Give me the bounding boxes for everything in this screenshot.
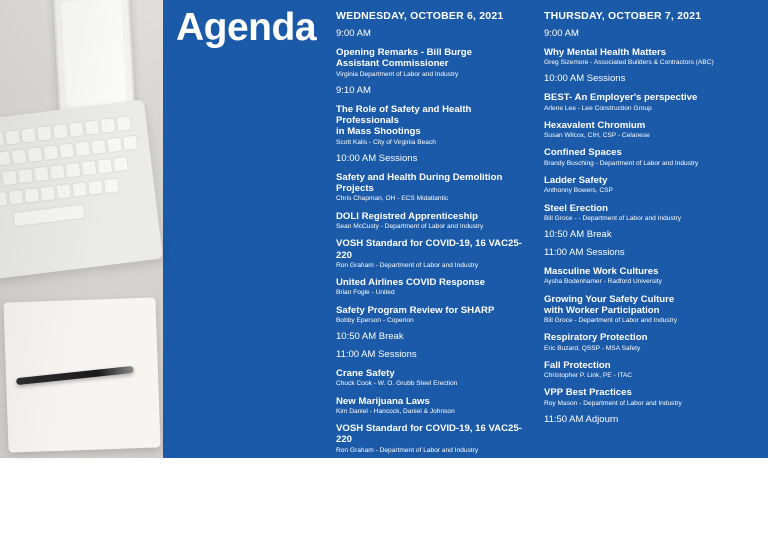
agenda-time-label: 10:00 AM Sessions	[336, 152, 418, 164]
agenda-time-label: 9:10 AM	[336, 84, 371, 96]
session-title: Growing Your Safety Culture with Worker Participation	[544, 293, 675, 316]
page-title: Agenda	[176, 6, 317, 49]
agenda-session	[336, 104, 532, 147]
session-title: Ladder Safety	[544, 175, 608, 187]
session-title: Levitate Industrial Exoskeleton	[336, 489, 478, 501]
session-title: Hexavalent Chromium	[544, 119, 646, 131]
session-title: Confined Spaces	[544, 147, 622, 159]
session-speaker: Brandy Busching - Department of Labor and Industry	[544, 159, 699, 167]
session-speaker: Anthonny Bowers, CSP	[544, 187, 613, 195]
agenda-session	[336, 172, 532, 204]
session-title: Why Mental Health Matters	[544, 46, 667, 58]
agenda-time-label: 10:00 AM Sessions	[544, 73, 626, 85]
session-title: Fall Protection	[544, 359, 611, 371]
session-speaker: Sean McCusty - Department of Labor and Industry	[336, 222, 484, 230]
agenda-time-label: 10:50 AM Break	[336, 331, 404, 343]
agenda-time-label: 9:00 AM	[544, 28, 579, 39]
column-body	[336, 29, 532, 539]
session-title: VPP Best Practices	[544, 387, 632, 399]
agenda-session	[336, 47, 532, 79]
session-speaker: Aysha Bodenhamer - Radford University	[544, 278, 662, 286]
session-title: Masculine Work Cultures	[544, 265, 659, 277]
agenda-session	[544, 387, 760, 408]
photo-shading	[0, 0, 163, 458]
session-speaker: Bill Groce - - Department of Labor and Industry	[544, 214, 682, 222]
agenda-session	[336, 368, 532, 389]
session-title: Respiratory Protection	[544, 332, 648, 344]
session-title: Safety and Health During Demolition Projects	[336, 171, 503, 195]
session-title: Steel Erection	[544, 202, 608, 214]
agenda-session	[336, 277, 532, 298]
column-heading: THURSDAY, OCTOBER 7, 2021	[544, 10, 702, 22]
session-title: VOSH Standard for COVID-19, 16 VAC25-220	[336, 238, 522, 261]
session-speaker: Chuck Cook - W. O. Grubb Steel Erection	[336, 380, 458, 388]
session-speaker: Bobby Eperson - Coperion	[336, 316, 414, 324]
agenda-session	[336, 396, 532, 417]
session-speaker: Susan Wilcox, CIH, CSP - Celanese	[544, 132, 650, 140]
agenda-time-label: 11:00 AM Sessions	[336, 349, 417, 361]
agenda-session	[336, 462, 532, 483]
session-title: The Role of Safety and Health Professionals in Mass Shootings	[336, 103, 472, 138]
agenda-session	[544, 175, 760, 196]
agenda-time-label: 10:50 AM Break	[544, 229, 612, 241]
agenda-column-thursday	[544, 10, 760, 433]
decorative-photo-panel	[0, 0, 163, 458]
agenda-time-label: 9:00 AM	[336, 28, 371, 39]
agenda-session	[544, 203, 760, 224]
agenda-column-wednesday	[336, 10, 532, 546]
agenda-session	[336, 490, 532, 511]
session-speaker: Greg Sizemore - Associated Builders & Contractors (ABC)	[544, 59, 714, 67]
agenda-session	[544, 120, 760, 141]
session-speaker: Ron Graham - Department of Labor and Industry	[336, 446, 479, 454]
agenda-session	[544, 147, 760, 168]
session-title: BEST- An Employer's perspective	[544, 92, 698, 104]
session-title: Crane Safety	[336, 368, 395, 379]
session-speaker: Brian Fogle - United	[336, 289, 395, 297]
agenda-session	[544, 294, 760, 326]
session-speaker: Ron Graham - Department of Labor and Industry	[336, 261, 479, 269]
agenda-session	[336, 423, 532, 455]
agenda-session	[544, 92, 760, 113]
session-speaker: Virginia Department of Labor and Industry	[336, 70, 459, 78]
session-speaker: Scott Kalis - City of Virginia Beach	[336, 138, 436, 146]
agenda-time-label: 11:50 AM Adjourn 12:00 PM Vendor Breakout Sessions	[336, 516, 492, 538]
column-heading: WEDNESDAY, OCTOBER 6, 2021	[336, 10, 504, 22]
session-speaker: Arlene Lee - Lee Construction Group	[544, 104, 652, 112]
session-speaker: Kirk Stema - Levitate Tecnologies	[336, 501, 434, 509]
session-speaker: Chris Chapman, OH - ECS Midatlantic	[336, 195, 449, 203]
session-speaker: Christopher P. Link, PE - ITAC	[544, 372, 633, 380]
session-title: Industrial Hygiene Risk Assessments	[336, 461, 507, 473]
column-body	[544, 29, 760, 426]
session-title: Opening Remarks - Bill Burge Assistant Commissioner	[336, 46, 472, 70]
session-speaker: Bill Groce - Department of Labor and Industry	[544, 317, 678, 325]
agenda-session	[544, 47, 760, 68]
session-title: DOLI Registred Apprenticeship	[336, 210, 478, 222]
agenda-time-label: 11:50 AM Adjourn	[544, 414, 619, 426]
agenda-session	[336, 238, 532, 270]
agenda-time-label: 11:00 AM Sessions	[544, 247, 625, 259]
session-speaker: Roy Mason - Department of Labor and Industry	[544, 399, 682, 407]
session-speaker: Phil Fincher, CIH, CSP - EI Group	[336, 474, 435, 482]
session-title: New Marijuana Laws	[336, 395, 430, 407]
agenda-session	[544, 332, 760, 353]
session-title: Safety Program Review for SHARP	[336, 304, 495, 316]
session-title: United Airlines COVID Response	[336, 277, 485, 289]
agenda-session	[544, 360, 760, 381]
session-title: VOSH Standard for COVID-19, 16 VAC25-220	[336, 423, 522, 446]
agenda-session	[544, 266, 760, 287]
session-speaker: Eric Buzard, QSSP - MSA Safety	[544, 344, 641, 352]
agenda-session	[336, 305, 532, 326]
agenda-session	[336, 211, 532, 232]
session-speaker: Kim Daniel - Hancock, Daniel & Johnson	[336, 407, 455, 415]
